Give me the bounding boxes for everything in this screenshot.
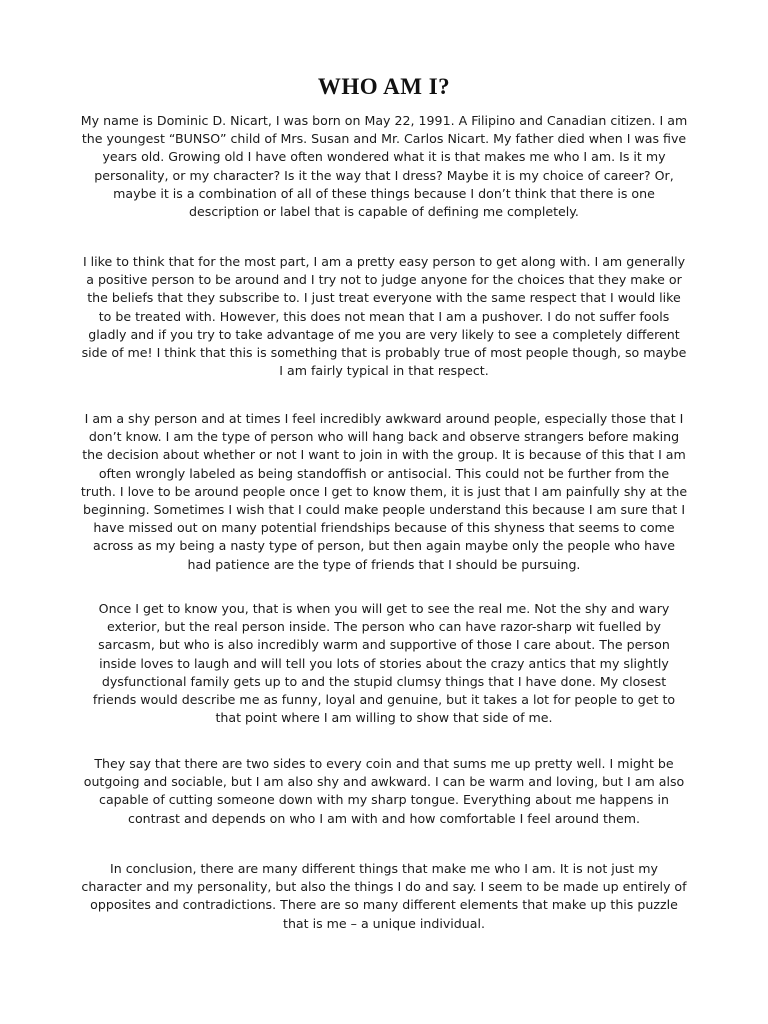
paragraph-shyness: I am a shy person and at times I feel incredibly awkward around people, especially those that I don’t know. I am the type of person who will hang back and observe strangers before making the decision about whether or not I want to join in with the group. It is because of this that I am often wrongly labeled as being standoffish or antisocial. This could not be further from the truth. I love to be around people once I get to know them, it is just that I am painfully shy at the beginning. Sometimes I wish that I could make people understand this because I am sure that I have missed out on many potential friendships because of this shyness that seems to come across as my being a nasty type of person, but then again maybe only the people who have had patience are the type of friends that I should be pursuing. (80, 411, 688, 572)
paragraph-easygoing: I like to think that for the most part, I am a pretty easy person to get along with. I am generally a positive person to be around and I try not to judge anyone for the choices that they make or the beliefs that they subscribe to. I just treat everyone with the same respect that I would like to be treated with. However, this does not mean that I am a pushover. I do not suffer fools gladly and if you try to take advantage of me you are very likely to see a completely different side of me! I think that this is something that is probably true of most people though, so maybe I am fairly typical in that respect. (81, 254, 687, 379)
paragraph-introduction: My name is Dominic D. Nicart, I was born on May 22, 1991. A Filipino and Canadian citizen. I am the youngest “BUNSO” child of Mrs. Susan and Mr. Carlos Nicart. My father died when I was five years old. Growing old I have often wondered what it is that makes me who I am. Is it my personality, or my character? Is it the way that I dress? Maybe it is my choice of career? Or, maybe it is a combination of all of these things because I don’t think that there is one description or label that is capable of defining me completely. (80, 113, 688, 220)
paragraph-conclusion: In conclusion, there are many different things that make me who I am. It is not just my character and my personality, but also the things I do and say. I seem to be made up entirely of opposites and contradictions. There are so many different elements that make up this puzzle that is me – a unique individual. (81, 861, 687, 931)
paragraph-real-me: Once I get to know you, that is when you will get to see the real me. Not the shy and wary exterior, but the real person inside. The person who can have razor-sharp wit fuelled by sarcasm, but who is also incredibly warm and supportive of those I care about. The person inside loves to laugh and will tell you lots of stories about the crazy antics that my slightly dysfunctional family gets up to and the stupid clumsy things that I have done. My closest friends would describe me as funny, loyal and genuine, but it takes a lot for people to get to that point where I am willing to show that side of me. (92, 601, 676, 726)
paragraph-two-sides: They say that there are two sides to every coin and that sums me up pretty well. I might be outgoing and sociable, but I am also shy and awkward. I can be warm and loving, but I am also capable of cutting someone down with my sharp tongue. Everything about me happens in contrast and depends on who I am with and how comfortable I feel around them. (83, 756, 685, 826)
document-title: WHO AM I? (317, 74, 451, 99)
